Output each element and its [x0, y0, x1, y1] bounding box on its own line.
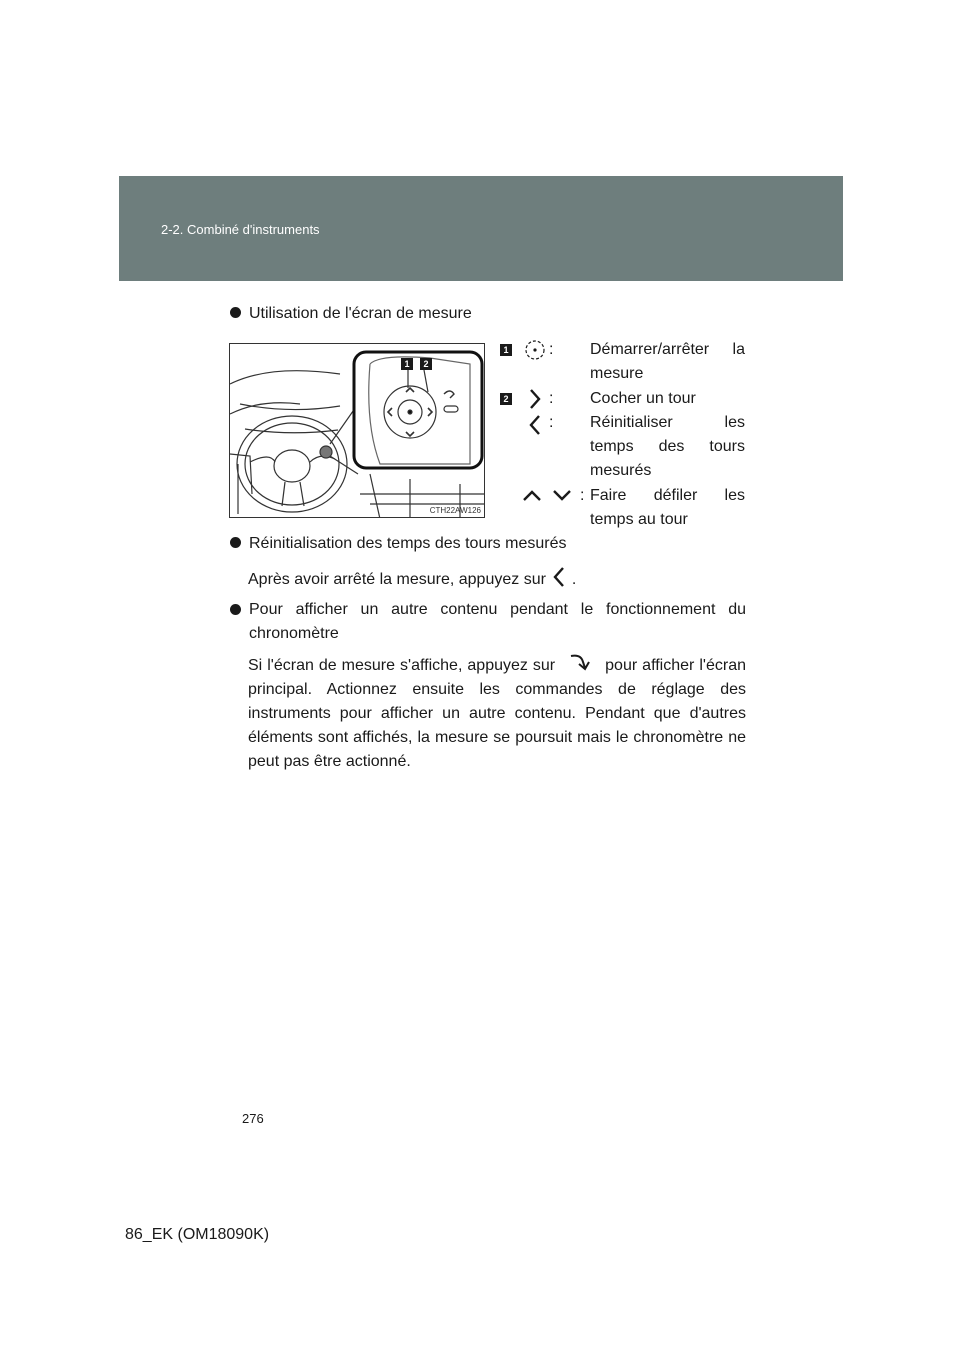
legend-number-1: 1	[500, 344, 512, 356]
legend-colon: :	[549, 390, 554, 407]
legend-text-start-stop: Démarrer/arrêter la mesure	[590, 341, 745, 382]
chevron-left-icon	[528, 414, 542, 436]
chevron-right-icon	[528, 388, 542, 410]
legend-text-lap: Cocher un tour	[590, 390, 696, 407]
legend-colon: :	[549, 341, 554, 358]
legend-number-2: 2	[500, 393, 512, 405]
section-header	[119, 176, 843, 281]
paragraph-other-content: Si l'écran de mesure s'affiche, appuyez sur pour afficher l'écran principal. Actionnez ensuite les commandes de réglage des instruments pour afficher un autre contenu. Pendant que d'autres éléments sont affichés, la mesure se poursuit mais le chronomètre ne peut pas être actionné.	[248, 652, 746, 774]
steering-wheel-illustration	[229, 343, 485, 518]
center-dot-icon	[524, 339, 546, 361]
bullet-heading-other-content: Pour afficher un autre contenu pendant le fonctionnement du chronomètre	[230, 598, 746, 646]
bullet-icon	[230, 604, 241, 615]
legend-text-reset: Réinitialiser les temps des tours mesurés	[590, 414, 745, 479]
figure-code: CTH22AW126	[429, 506, 481, 515]
return-arrow-icon	[567, 652, 593, 674]
bullet-heading-measure-screen: Utilisation de l'écran de mesure	[230, 302, 472, 326]
legend-text-scroll: Faire défiler les temps au tour	[590, 487, 745, 528]
document-code: 86_EK (OM18090K)	[125, 1226, 270, 1243]
callout-1: 1	[401, 358, 413, 370]
callout-2: 2	[420, 358, 432, 370]
bullet-icon	[230, 307, 241, 318]
bullet-heading-reset-laps: Réinitialisation des temps des tours mesurés	[230, 532, 566, 556]
bullet-icon	[230, 537, 241, 548]
page-number: 276	[242, 1111, 264, 1126]
chevron-left-icon	[552, 566, 566, 588]
legend-colon: :	[580, 487, 585, 504]
section-title: 2-2. Combiné d'instruments	[161, 222, 320, 237]
steering-wheel-drawing	[230, 344, 485, 518]
legend-colon: :	[549, 414, 554, 431]
chevron-up-down-icon	[522, 488, 574, 502]
paragraph-reset-laps: Après avoir arrêté la mesure, appuyez sur .	[248, 566, 746, 592]
